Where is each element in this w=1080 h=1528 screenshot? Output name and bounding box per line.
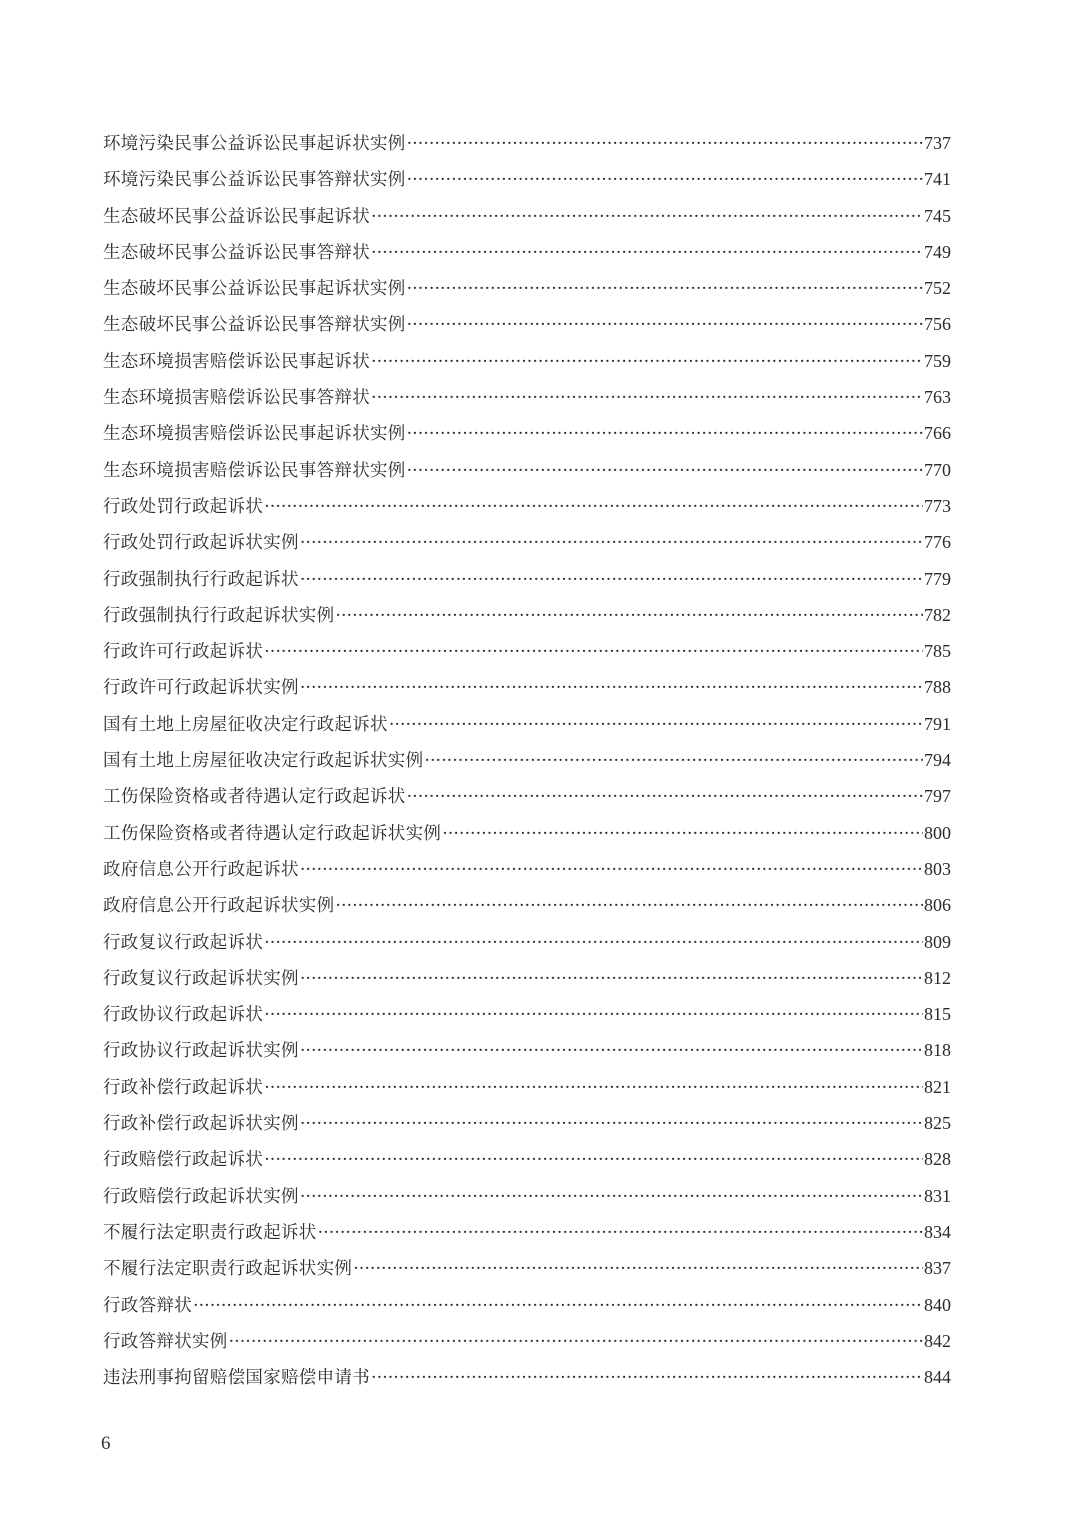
toc-dot-leader: [300, 1187, 923, 1207]
toc-dot-leader: [424, 751, 923, 771]
toc-entry[interactable]: [103, 856, 951, 892]
toc-entry[interactable]: [103, 929, 951, 965]
toc-entry[interactable]: [103, 783, 951, 819]
toc-entry-title: 行政许可行政起诉状实例: [103, 678, 299, 699]
toc-entry-title: 不履行法定职责行政起诉状: [103, 1222, 317, 1243]
toc-entry[interactable]: [103, 203, 951, 239]
toc-entry-page: 763: [924, 387, 951, 408]
toc-entry-page: 828: [924, 1149, 951, 1170]
toc-entry-title: 生态环境损害赔偿诉讼民事答辩状: [103, 388, 370, 409]
toc-dot-leader: [264, 1005, 923, 1025]
toc-dot-leader: [335, 896, 923, 916]
toc-entry-title: 违法刑事拘留赔偿国家赔偿申请书: [103, 1368, 370, 1389]
toc-dot-leader: [371, 207, 923, 227]
toc-entry[interactable]: [103, 239, 951, 275]
toc-dot-leader: [264, 1078, 923, 1098]
toc-entry[interactable]: [103, 275, 951, 311]
toc-entry-title: 国有土地上房屋征收决定行政起诉状: [103, 714, 388, 735]
toc-entry-title: 工伤保险资格或者待遇认定行政起诉状: [103, 787, 406, 808]
toc-entry-title: 工伤保险资格或者待遇认定行政起诉状实例: [103, 823, 442, 844]
toc-entry[interactable]: [103, 311, 951, 347]
toc-entry-page: 821: [924, 1076, 951, 1097]
toc-entry-page: 788: [924, 677, 951, 698]
toc-entry-page: 844: [924, 1367, 951, 1388]
toc-entry-page: 756: [924, 314, 951, 335]
toc-entry-title: 环境污染民事公益诉讼民事起诉状实例: [103, 134, 406, 154]
toc-entry-page: 794: [924, 750, 951, 771]
toc-entry-page: 749: [924, 241, 951, 262]
toc-dot-leader: [300, 1114, 923, 1134]
toc-entry-page: 840: [924, 1294, 951, 1315]
toc-entry-page: 773: [924, 495, 951, 516]
toc-entry-page: 779: [924, 568, 951, 589]
toc-entry-title: 行政协议行政起诉状: [103, 1005, 264, 1026]
toc-dot-leader: [442, 824, 923, 844]
toc-dot-leader: [335, 606, 923, 626]
toc-entry[interactable]: [103, 566, 951, 602]
toc-entry[interactable]: [103, 166, 951, 202]
toc-entry-title: 行政答辩状实例: [103, 1331, 228, 1352]
toc-entry-title: 政府信息公开行政起诉状实例: [103, 896, 335, 917]
toc-entry-page: 766: [924, 423, 951, 444]
toc-entry-title: 行政答辩状: [103, 1295, 192, 1316]
toc-dot-leader: [300, 860, 923, 880]
toc-entry-title: 行政赔偿行政起诉状实例: [103, 1186, 299, 1207]
toc-entry-title: 生态破坏民事公益诉讼民事起诉状实例: [103, 279, 406, 300]
toc-dot-leader: [407, 170, 923, 190]
toc-entry-title: 生态破坏民事公益诉讼民事起诉状: [103, 206, 370, 227]
toc-entry[interactable]: [103, 1219, 951, 1255]
toc-entry-title: 行政处罚行政起诉状: [103, 496, 264, 517]
toc-entry[interactable]: [103, 1037, 951, 1073]
toc-entry-page: 818: [924, 1040, 951, 1061]
page-number: 6: [101, 1433, 111, 1454]
toc-dot-leader: [407, 787, 923, 807]
toc-entry-page: 791: [924, 713, 951, 734]
toc-dot-leader: [407, 279, 923, 299]
toc-dot-leader: [407, 424, 923, 444]
toc-dot-leader: [300, 969, 923, 989]
toc-entry[interactable]: [103, 892, 951, 928]
toc-entry-page: 782: [924, 604, 951, 625]
toc-entry[interactable]: [103, 1146, 951, 1182]
toc-entry-title: 行政强制执行行政起诉状实例: [103, 605, 335, 626]
toc-dot-leader: [264, 642, 923, 662]
toc-entry-title: 行政补偿行政起诉状: [103, 1077, 264, 1098]
toc-entry-title: 行政赔偿行政起诉状: [103, 1150, 264, 1171]
toc-entry-title: 生态环境损害赔偿诉讼民事起诉状: [103, 351, 370, 372]
toc-dot-leader: [264, 1150, 923, 1170]
toc-entry[interactable]: [103, 348, 951, 384]
toc-dot-leader: [193, 1296, 923, 1316]
toc-entry[interactable]: [103, 1110, 951, 1146]
toc-entry[interactable]: [103, 820, 951, 856]
toc-entry[interactable]: [103, 457, 951, 493]
toc-dot-leader: [371, 388, 923, 408]
toc-entry[interactable]: [103, 529, 951, 565]
toc-entry-page: 812: [924, 967, 951, 988]
toc-dot-leader: [300, 570, 923, 590]
toc-entry-page: 834: [924, 1221, 951, 1242]
toc-dot-leader: [300, 1041, 923, 1061]
toc-dot-leader: [318, 1223, 923, 1243]
toc-entry-page: 809: [924, 931, 951, 952]
toc-entry-page: 741: [924, 169, 951, 190]
toc-entry-page: 803: [924, 858, 951, 879]
toc-entry-page: 842: [924, 1330, 951, 1351]
toc-dot-leader: [371, 1368, 923, 1388]
toc-entry-title: 行政复议行政起诉状: [103, 932, 264, 953]
toc-dot-leader: [407, 461, 923, 481]
toc-entry-title: 行政补偿行政起诉状实例: [103, 1114, 299, 1135]
toc-entry-page: 776: [924, 532, 951, 553]
toc-entry-page: 737: [924, 133, 951, 153]
toc-entry-page: 759: [924, 350, 951, 371]
toc-dot-leader: [371, 243, 923, 263]
toc-entry-page: 815: [924, 1004, 951, 1025]
toc-entry[interactable]: [103, 638, 951, 674]
toc-dot-leader: [407, 315, 923, 335]
toc-entry-page: 770: [924, 459, 951, 480]
toc-entry[interactable]: [103, 965, 951, 1001]
toc-dot-leader: [371, 352, 923, 372]
toc-dot-leader: [353, 1259, 923, 1279]
toc-entry-title: 生态破坏民事公益诉讼民事答辩状实例: [103, 315, 406, 336]
toc-entry[interactable]: [103, 1255, 951, 1291]
toc-dot-leader: [229, 1332, 923, 1352]
toc-entry[interactable]: [103, 420, 951, 456]
toc-dot-leader: [300, 678, 923, 698]
toc-dot-leader: [300, 533, 923, 553]
table-of-contents: [103, 130, 951, 1400]
toc-entry[interactable]: [103, 1183, 951, 1219]
toc-entry-title: 生态破坏民事公益诉讼民事答辩状: [103, 242, 370, 263]
toc-entry-page: 797: [924, 786, 951, 807]
toc-dot-leader: [407, 134, 923, 154]
toc-entry-title: 不履行法定职责行政起诉状实例: [103, 1259, 353, 1280]
toc-dot-leader: [264, 933, 923, 953]
toc-entry-title: 环境污染民事公益诉讼民事答辩状实例: [103, 170, 406, 191]
toc-entry-page: 745: [924, 205, 951, 226]
toc-entry-title: 行政许可行政起诉状: [103, 642, 264, 663]
toc-entry-page: 785: [924, 641, 951, 662]
toc-entry-title: 行政复议行政起诉状实例: [103, 968, 299, 989]
toc-dot-leader: [264, 497, 923, 517]
toc-entry[interactable]: [103, 747, 951, 783]
toc-entry-title: 行政强制执行行政起诉状: [103, 569, 299, 590]
toc-entry[interactable]: [103, 1328, 951, 1364]
toc-entry[interactable]: [103, 711, 951, 747]
toc-entry[interactable]: [103, 1074, 951, 1110]
toc-entry-page: 837: [924, 1258, 951, 1279]
toc-dot-leader: [389, 715, 923, 735]
toc-entry[interactable]: [103, 130, 951, 166]
toc-entry[interactable]: [103, 384, 951, 420]
toc-entry-title: 国有土地上房屋征收决定行政起诉状实例: [103, 751, 424, 772]
toc-entry-page: 806: [924, 895, 951, 916]
toc-entry-title: 行政处罚行政起诉状实例: [103, 533, 299, 554]
toc-entry-title: 生态环境损害赔偿诉讼民事起诉状实例: [103, 424, 406, 445]
toc-entry[interactable]: [103, 1364, 951, 1400]
toc-entry[interactable]: [103, 1292, 951, 1328]
toc-entry[interactable]: [103, 602, 951, 638]
toc-entry-title: 政府信息公开行政起诉状: [103, 859, 299, 880]
toc-entry-title: 行政协议行政起诉状实例: [103, 1041, 299, 1062]
toc-entry[interactable]: [103, 493, 951, 529]
toc-entry-page: 825: [924, 1113, 951, 1134]
toc-entry[interactable]: [103, 674, 951, 710]
toc-entry-page: 752: [924, 278, 951, 299]
toc-entry-page: 831: [924, 1185, 951, 1206]
toc-entry-title: 生态环境损害赔偿诉讼民事答辩状实例: [103, 460, 406, 481]
toc-entry-page: 800: [924, 822, 951, 843]
toc-entry[interactable]: [103, 1001, 951, 1037]
